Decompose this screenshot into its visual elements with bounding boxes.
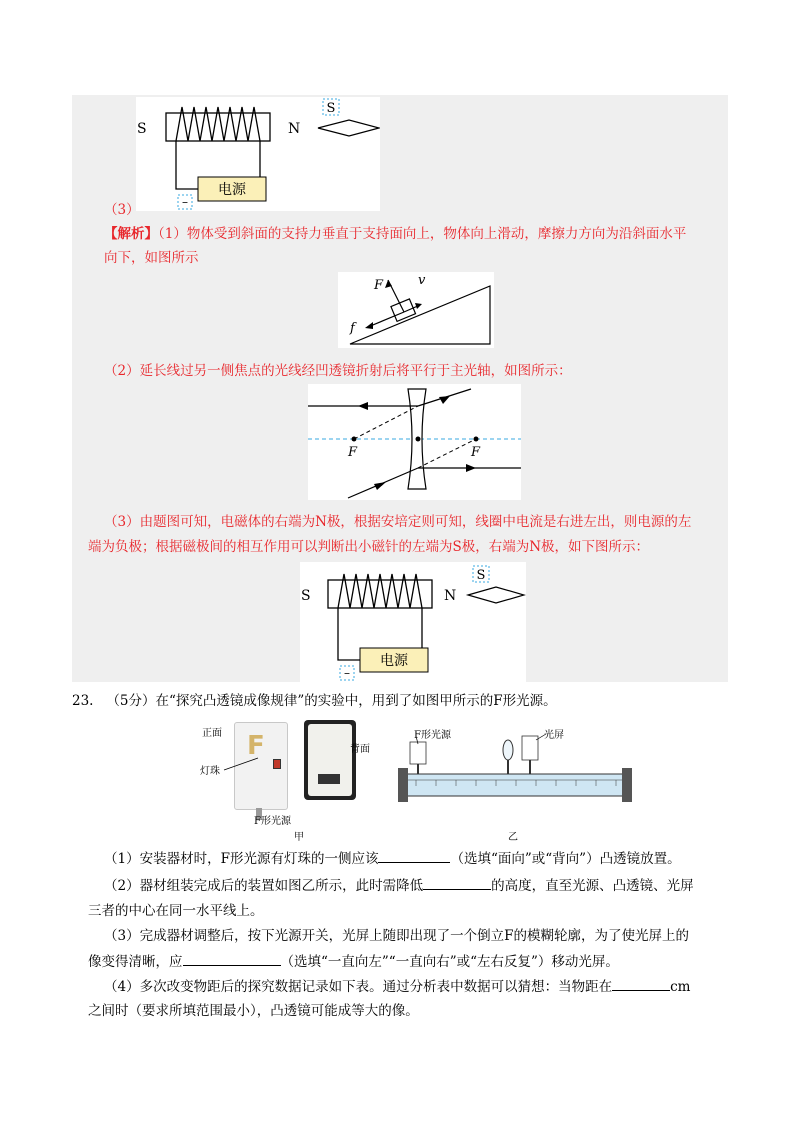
analysis-p1-line2: 向下，如图所示: [104, 250, 199, 266]
n-pole-label: N: [288, 121, 301, 137]
lens-F-left-label: F: [348, 445, 358, 460]
f-letter: F: [247, 731, 265, 761]
figure-yi-caption: 乙: [508, 832, 518, 843]
incline-v-label: v: [418, 273, 426, 288]
analysis-p3-line1: （3）由题图可知，电磁体的右端为N极，根据安培定则可知，线圈中电流是右进左出，则电源的左: [104, 514, 692, 530]
sub3-text-b: 像变得清晰，应: [88, 954, 183, 970]
q23-sub1: [104, 848, 681, 869]
analysis-p1-line1: [104, 224, 686, 244]
s-pole-label: S: [301, 588, 311, 604]
answer-blank-2[interactable]: [423, 875, 491, 890]
concave-lens-figure: [308, 384, 521, 500]
source-label: F形光源: [254, 816, 291, 827]
analysis-p1-text: （1）物体受到斜面的支持力垂直于支持面向上，物体向上滑动，摩擦力方向为沿斜面水平: [158, 226, 687, 242]
electromagnet-figure-bottom: [300, 562, 526, 682]
sub4-unit: cm: [670, 979, 691, 995]
back-label: 背面: [350, 744, 370, 755]
s-pole-label: S: [137, 121, 147, 137]
q23-stem: [72, 691, 557, 711]
figure-jia: [200, 716, 370, 843]
sub4-text-a: （4）多次改变物距后的探究数据记录如下表。通过分析表中数据可以猜想：当物距在: [104, 979, 613, 995]
power-label: 电源: [380, 653, 408, 669]
magnetic-needle: [318, 120, 379, 136]
sub1-text-a: （1）安装器材时，F形光源有灯珠的一侧应该: [104, 851, 379, 867]
minus-label: –: [182, 195, 188, 209]
screen-label: 光屏: [544, 730, 564, 741]
front-label: 正面: [202, 728, 222, 739]
q23-sub4: [104, 976, 690, 997]
incline-figure: [338, 272, 494, 348]
needle-s-label: S: [326, 101, 336, 116]
answer-blank-4[interactable]: [612, 976, 670, 991]
n-pole-label: N: [444, 588, 457, 604]
sub2-text-a: （2）器材组装完成后的装置如图乙所示，此时需降低: [104, 878, 424, 894]
q23-number: 23.: [72, 693, 94, 709]
q23-stem-text: （5分）在“探究凸透镜成像规律”的实验中，用到了如图甲所示的F形光源。: [106, 693, 557, 709]
figure-jia-caption: 甲: [294, 832, 304, 843]
lens-F-right-label: F: [471, 445, 481, 460]
sub3-text-c: （选填“一直向左”“一直向右”或“左右反复”）移动光屏。: [280, 954, 619, 970]
yi-source-label: F形光源: [414, 730, 451, 741]
power-label: 电源: [218, 182, 246, 198]
needle-s-label: S: [476, 568, 486, 583]
q23-sub3: （3）完成器材调整后，按下光源开关，光屏上随即出现了一个倒立F的模糊轮廓，为了使光屏上的: [104, 928, 689, 944]
q23-sub2-cont: 三者的中心在同一水平线上。: [88, 903, 264, 919]
sub2-text-b: 的高度，直至光源、凸透镜、光屏: [491, 878, 694, 894]
q23-sub3-cont: [88, 951, 619, 972]
electromagnet-figure-top: [136, 97, 380, 211]
incline-F-label: F: [374, 278, 384, 293]
answer-blank-1[interactable]: [378, 848, 450, 863]
answer-blank-3[interactable]: [183, 951, 281, 966]
analysis-p2: （2）延长线过另一侧焦点的光线经凹透镜折射后将平行于主光轴，如图所示：: [104, 363, 572, 379]
q23-sub2: [104, 875, 694, 896]
analysis-tag: 【解析】: [104, 226, 158, 242]
sub1-text-b: （选填“面向”或“背向”）凸透镜放置。: [450, 851, 681, 867]
magnetic-needle: [468, 587, 524, 603]
incline-f-label: f: [350, 321, 355, 336]
analysis-p3-line2: 端为负极；根据磁极间的相互作用可以判断出小磁针的左端为S极，右端为N极，如下图所示：: [88, 539, 650, 555]
bead-label: 灯珠: [200, 766, 220, 777]
switch: [273, 759, 281, 769]
item3-label: （3）: [104, 202, 140, 218]
figure-yi: [396, 724, 632, 843]
q23-sub4-cont: 之间时（要求所填范围最小），凸透镜可能成等大的像。: [88, 1003, 419, 1019]
minus-label: –: [344, 666, 350, 680]
light-source-back: [304, 720, 356, 800]
